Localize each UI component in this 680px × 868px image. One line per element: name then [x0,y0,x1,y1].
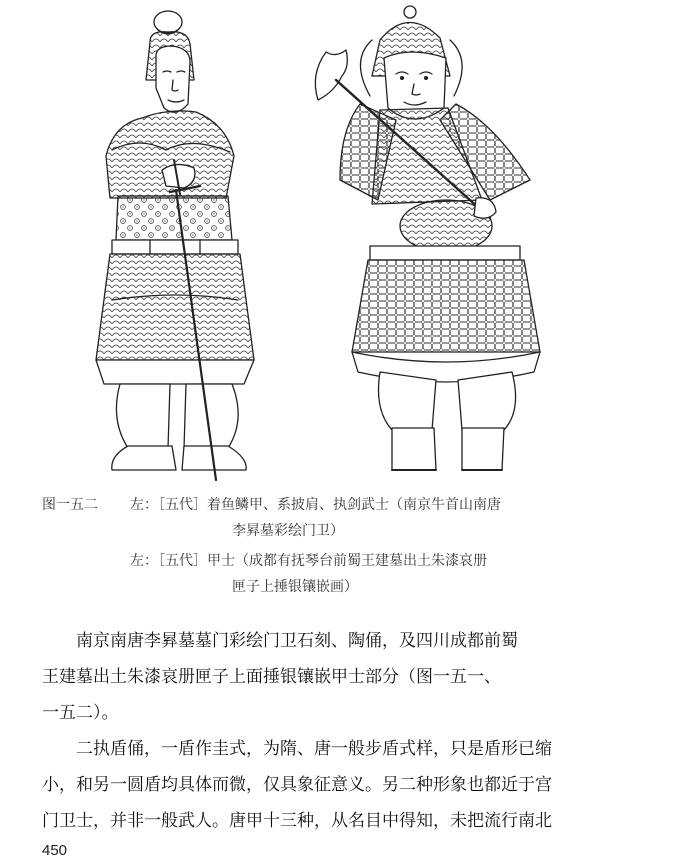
body-line-5: 小，和另一圆盾均具体而微，仅具象征意义。另二种形象也都近于宫 [42,775,552,795]
body-line-6: 门卫士，并非一般武人。唐甲十三种，从名目中得知，未把流行南北 [42,811,552,831]
left-guard-figure [96,11,254,480]
caption-2-line-2: 匣子上捶银镶嵌画） [232,579,358,595]
caption-1-line-1: 左：［五代］着鱼鳞甲、系披肩、执剑武士（南京牛首山南唐 [130,497,501,513]
figure-number: 图一五二 [42,497,98,513]
caption-1-line-2: 李昪墓彩绘门卫） [232,523,344,539]
body-line-4: 二执盾俑，一盾作圭式，为隋、唐一般步盾式样，只是盾形已缩 [76,739,552,759]
body-line-1: 南京南唐李昪墓墓门彩绘门卫石刻、陶俑，及四川成都前蜀 [76,631,518,651]
body-line-2: 王建墓出土朱漆哀册匣子上面捶银镶嵌甲士部分（图一五一、 [42,667,501,687]
page-number: 450 [42,842,68,859]
body-line-3: 一五二）。 [42,703,119,723]
caption-2-line-1: 左：［五代］甲士（成都有抚琴台前蜀王建墓出土朱漆哀册 [130,553,487,569]
right-soldier-figure [315,6,540,470]
